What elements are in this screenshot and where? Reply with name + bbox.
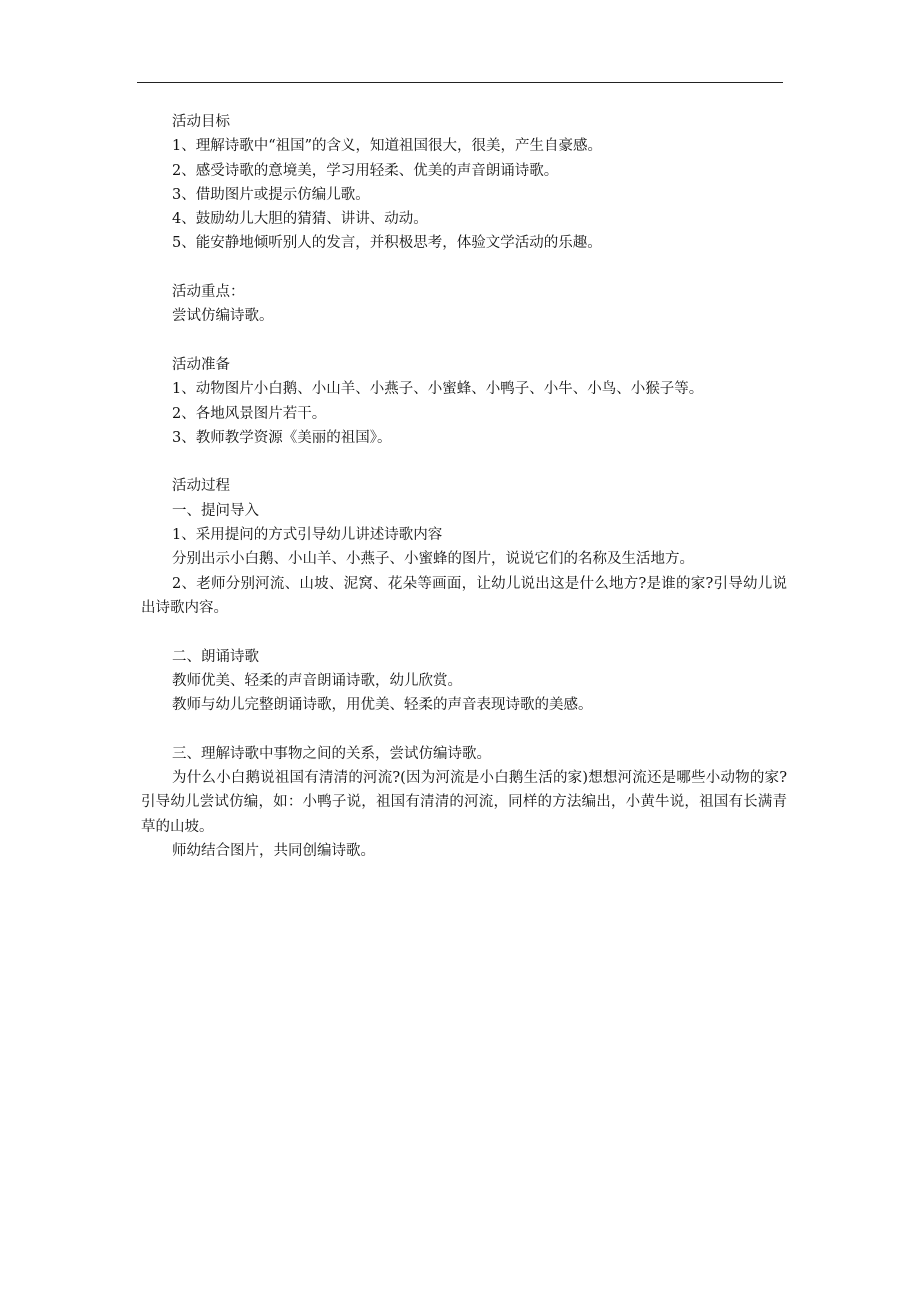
subsection-heading: 一、提问导入: [172, 502, 259, 519]
subsection-heading: 三、理解诗歌中事物之间的关系，尝试仿编诗歌。: [172, 745, 491, 762]
paragraph: 分别出示小白鹅、小山羊、小燕子、小蜜蜂的图片，说说它们的名称及生活地方。: [172, 551, 694, 568]
document-body: [141, 110, 787, 863]
list-item: 5、能安静地倾听别人的发言，并积极思考，体验文学活动的乐趣。: [172, 235, 602, 252]
subsection-heading: 二、朗诵诗歌: [172, 648, 259, 665]
section-heading: 活动目标: [172, 114, 230, 130]
list-item: 1、动物图片小白鹅、小山羊、小燕子、小蜜蜂、小鸭子、小牛、小鸟、小猴子等。: [172, 381, 704, 398]
section-objectives: [141, 110, 787, 256]
paragraph: 1、采用提问的方式引导幼儿讲述诗歌内容: [172, 527, 443, 544]
section-heading: 活动准备: [172, 356, 230, 373]
paragraph: 师幼结合图片，共同创编诗歌。: [172, 842, 375, 859]
section-understanding: [141, 742, 787, 863]
paragraph: 教师优美、轻柔的声音朗诵诗歌，幼儿欣赏。: [172, 672, 462, 689]
list-item: 3、借助图片或提示仿编儿歌。: [172, 186, 370, 203]
list-item: 4、鼓励幼儿大胆的猜猜、讲讲、动动。: [172, 211, 428, 228]
spacer: [141, 717, 787, 741]
section-heading: 活动过程: [172, 478, 230, 495]
spacer: [141, 329, 787, 353]
spacer: [141, 256, 787, 280]
paragraph: 为什么小白鹅说祖国有清清的河流?(因为河流是小白鹅生活的家)想想河流还是哪些小动物的家?引导幼儿尝试仿编，如：小鸭子说，祖国有清清的河流，同样的方法编出，小黄牛说，祖国有长满青草的山坡。: [141, 770, 787, 835]
spacer: [141, 620, 787, 644]
section-focus: [141, 280, 787, 329]
paragraph: 2、老师分别河流、山坡、泥窝、花朵等画面，让幼儿说出这是什么地方?是谁的家?引导幼儿说出诗歌内容。: [141, 575, 787, 616]
list-item: 1、理解诗歌中“祖国”的含义，知道祖国很大，很美，产生自豪感。: [172, 138, 603, 155]
list-item: 2、感受诗歌的意境美，学习用轻柔、优美的声音朗诵诗歌。: [172, 162, 559, 179]
list-item: 尝试仿编诗歌。: [172, 308, 274, 325]
paragraph: 教师与幼儿完整朗诵诗歌，用优美、轻柔的声音表现诗歌的美感。: [172, 697, 593, 714]
spacer: [141, 450, 787, 474]
section-preparation: [141, 353, 787, 450]
section-process: [141, 474, 787, 620]
list-item: 2、各地风景图片若干。: [172, 405, 327, 422]
header-rule: [137, 82, 783, 83]
section-heading: 活动重点：: [172, 284, 245, 301]
section-recitation: [141, 645, 787, 718]
list-item: 3、教师教学资源《美丽的祖国》。: [172, 429, 392, 446]
